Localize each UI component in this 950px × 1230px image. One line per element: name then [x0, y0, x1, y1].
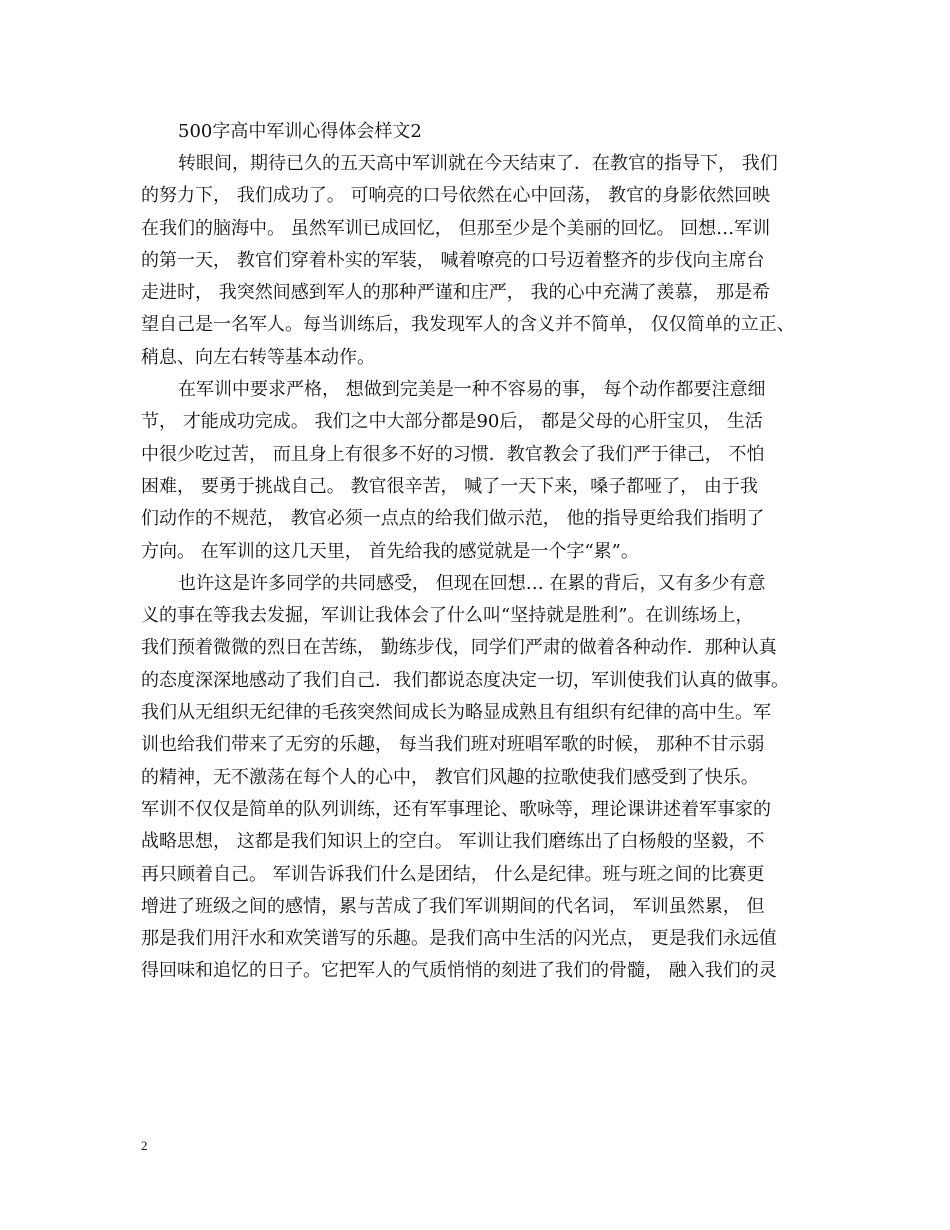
text-line: 义的事在等我去发掘，军训让我体会了什么叫“坚持就是胜利”。在训练场上，	[141, 605, 754, 627]
document-body	[141, 116, 811, 988]
text-line: 的第一天， 教官们穿着朴实的军装， 喊着嘹亮的口号迈着整齐的步伐向主席台	[141, 249, 765, 271]
text-line: 节， 才能成功完成。 我们之中大部分都是90后， 都是父母的心肝宝贝， 生活	[141, 411, 763, 433]
text-line: 们动作的不规范， 教官必须一点点的给我们做示范， 他的指导更给我们指明了	[141, 508, 765, 530]
document-title: 500字高中军训心得体会样文2	[178, 121, 422, 142]
text-line: 困难， 要勇于挑战自己。 教官很辛苦， 喊了一天下来，嗓子都哑了， 由于我	[141, 475, 758, 497]
text-line: 在我们的脑海中。 虽然军训已成回忆， 但那至少是个美丽的回忆。 回想…军训	[141, 217, 771, 239]
paragraph-3	[141, 568, 811, 988]
text-line: 方向。 在军训的这几天里， 首先给我的感觉就是一个字“累”。	[141, 540, 639, 562]
text-line: 再只顾着自己。 军训告诉我们什么是团结， 什么是纪律。班与班之间的比赛更	[141, 863, 765, 885]
page-number: 2	[141, 1138, 148, 1153]
text-line: 增进了班级之间的感情，累与苦成了我们军训期间的代名词， 军训虽然累， 但	[141, 895, 765, 917]
text-line: 也许这是许多同学的共同感受， 但现在回想… 在累的背后，又有多少有意	[178, 572, 766, 594]
text-line: 稍息、向左右转等基本动作。	[141, 346, 375, 368]
text-line: 望自己是一名军人。每当训练后，我发现军人的含义并不简单， 仅仅简单的立正、	[141, 314, 795, 336]
text-line: 得回味和追忆的日子。它把军人的气质悄悄的刻进了我们的骨髓， 融入我们的灵	[141, 960, 777, 982]
text-line: 的精神，无不激荡在每个人的心中， 教官们风趣的拉歌使我们感受到了快乐。	[141, 766, 759, 788]
text-line: 战略思想， 这都是我们知识上的空白。 军训让我们磨练出了白杨般的坚毅，不	[141, 831, 765, 853]
text-line: 走进时， 我突然间感到军人的那种严谨和庄严， 我的心中充满了羡慕， 那是希	[141, 282, 771, 304]
text-line: 训也给我们带来了无穷的乐趣， 每当我们班对班唱军歌的时候， 那种不甘示弱	[141, 734, 765, 756]
text-line: 中很少吃过苦， 而且身上有很多不好的习惯．教官教会了我们严于律己， 不怕	[141, 443, 765, 465]
paragraph-1	[141, 148, 811, 374]
text-line: 的努力下， 我们成功了。 可响亮的口号依然在心中回荡， 教官的身影依然回映	[141, 185, 771, 207]
text-line: 我们从无组织无纪律的毛孩突然间成长为略显成熟且有组织有纪律的高中生。军	[141, 702, 771, 724]
text-line: 的态度深深地感动了我们自己．我们都说态度决定一切，军训使我们认真的做事。	[141, 669, 789, 691]
text-line: 那是我们用汗水和欢笑谱写的乐趣。是我们高中生活的闪光点， 更是我们永远值	[141, 928, 777, 950]
text-line: 我们预着微微的烈日在苦练， 勤练步伐，同学们严肃的做着各种动作．那种认真	[141, 637, 777, 659]
paragraph-2	[141, 374, 811, 568]
text-line: 转眼间，期待已久的五天高中军训就在今天结束了．在教官的指导下， 我们	[178, 153, 778, 174]
text-line: 在军训中要求严格， 想做到完美是一种不容易的事， 每个动作都要注意细	[178, 379, 766, 401]
text-line: 军训不仅仅是简单的队列训练，还有军事理论、歌咏等，理论课讲述着军事家的	[141, 798, 771, 820]
